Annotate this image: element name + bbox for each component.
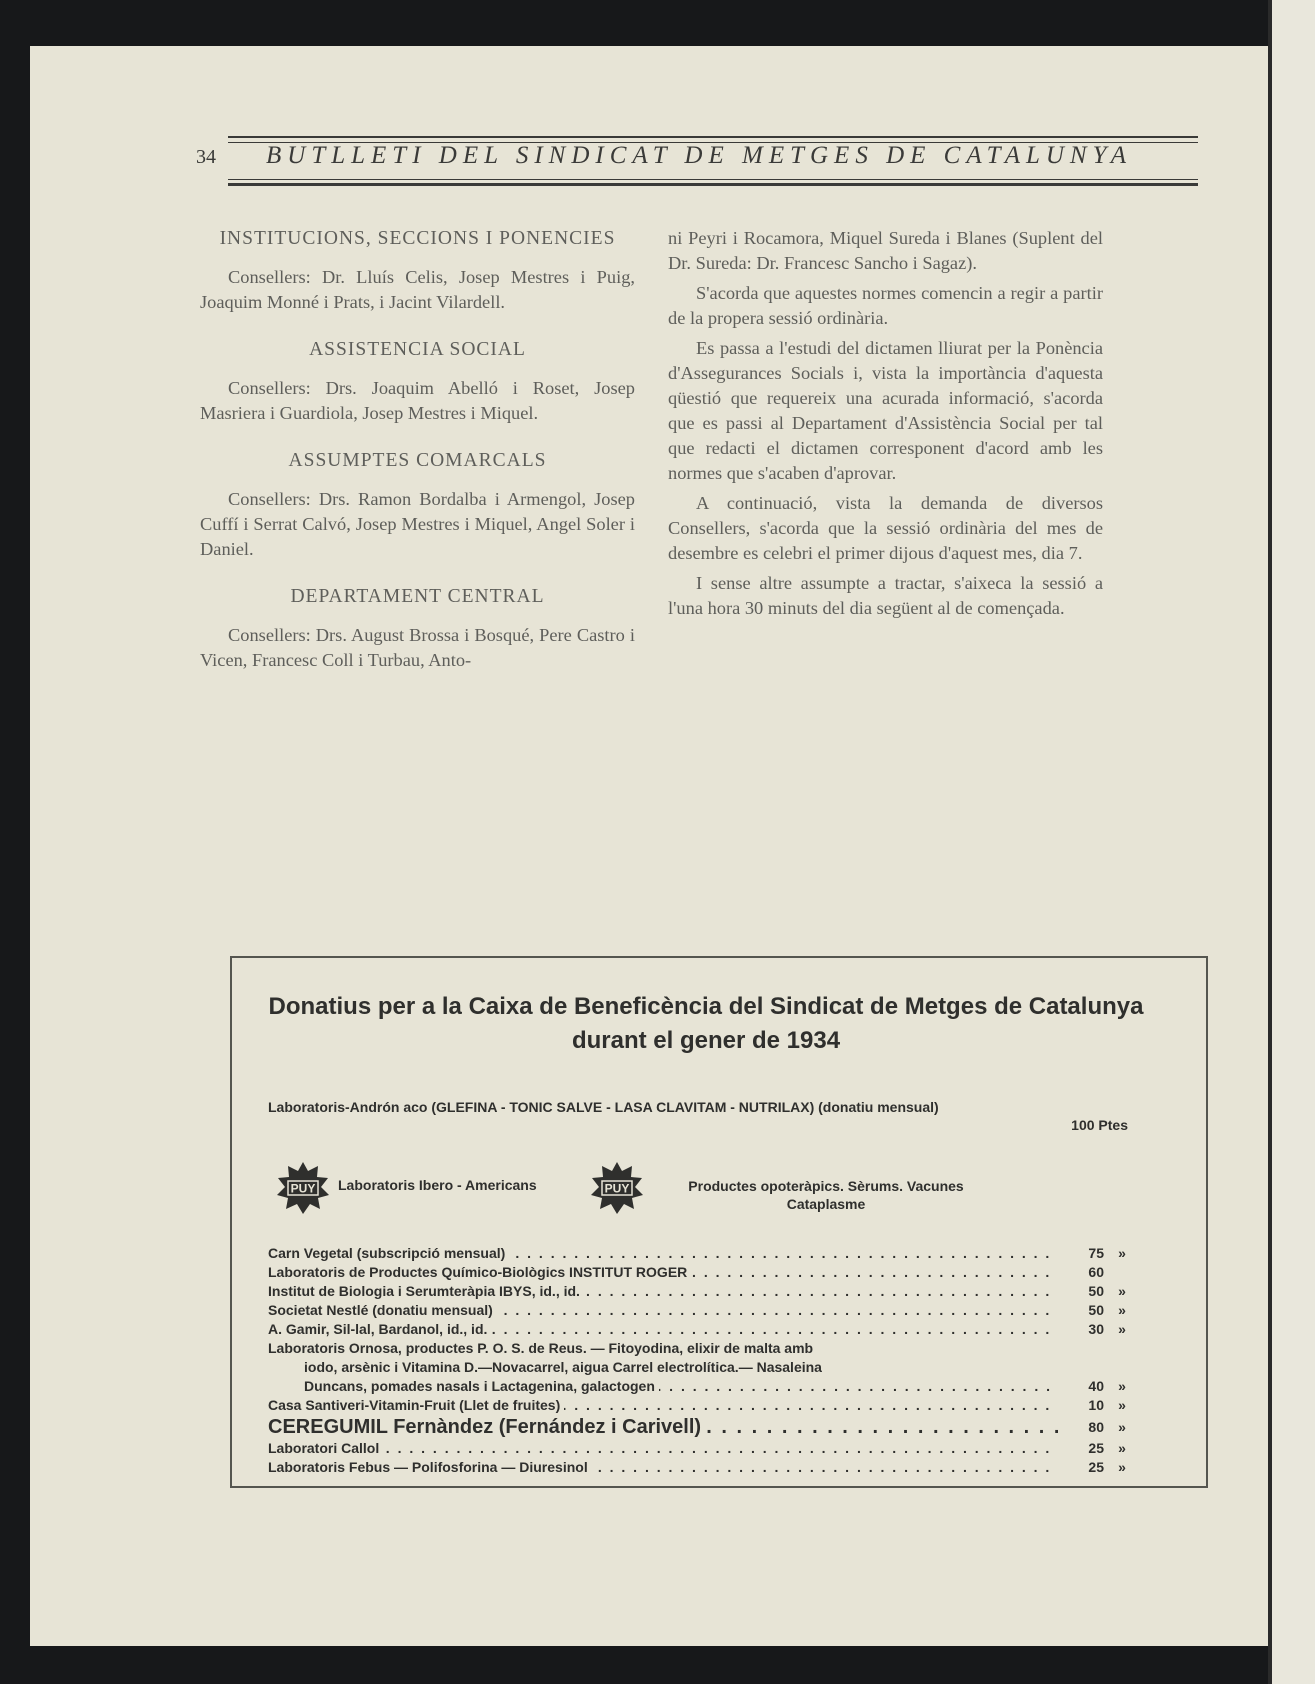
list-item bbox=[268, 1339, 1148, 1396]
list-item bbox=[268, 1458, 1148, 1477]
donation-amount: 75 bbox=[1088, 1245, 1104, 1261]
puy-logo-icon bbox=[590, 1161, 644, 1215]
running-header bbox=[196, 138, 1172, 178]
right-column bbox=[668, 226, 1103, 626]
donation-amount: 10 bbox=[1088, 1397, 1104, 1413]
section-heading: ASSISTENCIA SOCIAL bbox=[309, 339, 526, 360]
paragraph: S'acorda que aquestes normes comencin a regir a partir de la propera sessió ordinària. bbox=[668, 283, 1103, 328]
section-heading: DEPARTAMENT CENTRAL bbox=[290, 586, 545, 607]
donor-name: Laboratoris Febus — Polifosforina — Diuresinol bbox=[268, 1459, 592, 1475]
ditto-mark: » bbox=[1118, 1419, 1126, 1435]
donor-name: Institut de Biologia i Serumteràpia IBYS, id., id. bbox=[268, 1283, 584, 1299]
donor-name: CEREGUMIL Fernàndez (Fernández i Carivell) bbox=[268, 1416, 705, 1438]
section-text: Consellers: Drs. Ramon Bordalba i Armengol, Josep Cuffí i Serrat Calvó, Josep Mestres i Miquel, Angel Soler i Daniel. bbox=[200, 489, 635, 559]
donation-first-text: Laboratoris-Andrón aco (GLEFINA - TONIC SALVE - LASA CLAVITAM - NUTRILAX) (donatiu mensual) bbox=[268, 1099, 939, 1115]
page-number: 34 bbox=[196, 146, 216, 168]
donation-amount: 50 bbox=[1088, 1302, 1104, 1318]
puy-left-label: Laboratoris Ibero - Americans bbox=[338, 1177, 537, 1193]
header-rule-bottom-thin bbox=[228, 179, 1198, 180]
paragraph: ni Peyri i Rocamora, Miquel Sureda i Blanes (Suplent del Dr. Sureda: Dr. Francesc Sancho i Sagaz). bbox=[668, 228, 1103, 273]
list-item bbox=[268, 1439, 1148, 1458]
puy-right-line: Cataplasme bbox=[786, 1196, 866, 1212]
list-item bbox=[268, 1263, 1148, 1282]
donation-amount: 25 bbox=[1088, 1440, 1104, 1456]
puy-logo-text: PUY bbox=[604, 1181, 630, 1196]
section-heading: INSTITUCIONS, SECCIONS I PONENCIES bbox=[219, 228, 616, 249]
ditto-mark: » bbox=[1118, 1378, 1126, 1394]
donation-amount: 80 bbox=[1088, 1419, 1104, 1435]
donor-name: Laboratori Callol bbox=[268, 1440, 383, 1456]
donor-name: Laboratoris Ornosa, productes P. O. S. de Reus. — Fitoyodina, elixir de malta amb bbox=[268, 1340, 814, 1356]
list-item bbox=[268, 1396, 1148, 1415]
ditto-mark: » bbox=[1118, 1459, 1126, 1475]
list-item bbox=[268, 1320, 1148, 1339]
list-item bbox=[268, 1282, 1148, 1301]
box-top-border bbox=[230, 956, 1206, 958]
section-heading: ASSUMPTES COMARCALS bbox=[288, 450, 547, 471]
donation-amount: 40 bbox=[1088, 1378, 1104, 1394]
list-item bbox=[268, 1301, 1148, 1320]
ditto-mark: » bbox=[1118, 1283, 1126, 1299]
puy-right-label bbox=[651, 1177, 1001, 1213]
section-text: Consellers: Drs. August Brossa i Bosqué, Pere Castro i Vicen, Francesc Coll i Turbau, Anto- bbox=[200, 625, 635, 670]
running-title: BUTLLETI DEL SINDICAT DE METGES DE CATALUNYA bbox=[266, 142, 1133, 169]
donor-name-continued: Duncans, pomades nasals i Lactagenina, galactogen bbox=[304, 1378, 659, 1394]
donation-amount: 60 bbox=[1088, 1264, 1104, 1280]
document-page bbox=[30, 46, 1268, 1646]
ditto-mark: » bbox=[1118, 1302, 1126, 1318]
donation-amount: 25 bbox=[1088, 1459, 1104, 1475]
ditto-mark: » bbox=[1118, 1321, 1126, 1337]
donor-name-continued: iodo, arsènic i Vitamina D.—Novacarrel, aigua Carrel electrolítica.— Nasaleina bbox=[304, 1359, 822, 1375]
donor-name: Casa Santiveri-Vitamin-Fruit (Llet de fruites) bbox=[268, 1397, 564, 1413]
puy-logo-icon bbox=[276, 1161, 330, 1215]
list-item bbox=[268, 1415, 1148, 1439]
puy-right-line: Productes opoteràpics. Sèrums. Vacunes bbox=[688, 1178, 964, 1194]
donations-box bbox=[230, 956, 1208, 1488]
ditto-mark: » bbox=[1118, 1440, 1126, 1456]
donation-first-line bbox=[268, 1098, 1128, 1133]
paragraph: A continuació, vista la demanda de diversos Consellers, s'acorda que la sessió ordinària del mes de desembre es celebri el primer dijous d'aquest mes, dia 7. bbox=[668, 493, 1103, 563]
ditto-mark: » bbox=[1118, 1245, 1126, 1261]
puy-advert-row bbox=[276, 1161, 1126, 1221]
donations-list bbox=[268, 1244, 1148, 1477]
header-rule-bottom bbox=[228, 183, 1198, 186]
puy-logo-text: PUY bbox=[290, 1181, 316, 1196]
donor-name: Societat Nestlé (donatiu mensual) bbox=[268, 1302, 497, 1318]
donation-amount: 30 bbox=[1088, 1321, 1104, 1337]
section-text: Consellers: Drs. Joaquim Abelló i Roset, Josep Masriera i Guardiola, Josep Mestres i Miquel. bbox=[200, 378, 635, 423]
donation-amount: 50 bbox=[1088, 1283, 1104, 1299]
donor-name: Carn Vegetal (subscripció mensual) bbox=[268, 1245, 509, 1261]
left-column bbox=[200, 226, 635, 687]
donor-name: Laboratoris de Productes Químico-Biològics INSTITUT ROGER bbox=[268, 1264, 691, 1280]
donor-name: A. Gamir, Sil-lal, Bardanol, id., id. bbox=[268, 1321, 491, 1337]
paragraph: I sense altre assumpte a tractar, s'aixeca la sessió a l'una hora 30 minuts del dia següent al de començada. bbox=[668, 573, 1103, 618]
book-spine bbox=[1268, 0, 1315, 1684]
donation-first-amount: 100 Ptes bbox=[1071, 1117, 1128, 1133]
paragraph: Es passa a l'estudi del dictamen lliurat per la Ponència d'Assegurances Socials i, vista la importància d'aquesta qüestió que requereix una acurada informació, s'acorda que es passi al Departament d'Assistència Social per tal que redacti el dictamen corresponent d'acord amb les normes que s'acaben d'aprovar. bbox=[668, 338, 1103, 483]
section-text: Consellers: Dr. Lluís Celis, Josep Mestres i Puig, Joaquim Monné i Prats, i Jacint Vilardell. bbox=[200, 267, 635, 312]
ditto-mark: » bbox=[1118, 1397, 1126, 1413]
list-item bbox=[268, 1244, 1148, 1263]
donations-title: Donatius per a la Caixa de Beneficència del Sindicat de Metges de Catalunya durant el gener de 1934 bbox=[268, 993, 1144, 1054]
